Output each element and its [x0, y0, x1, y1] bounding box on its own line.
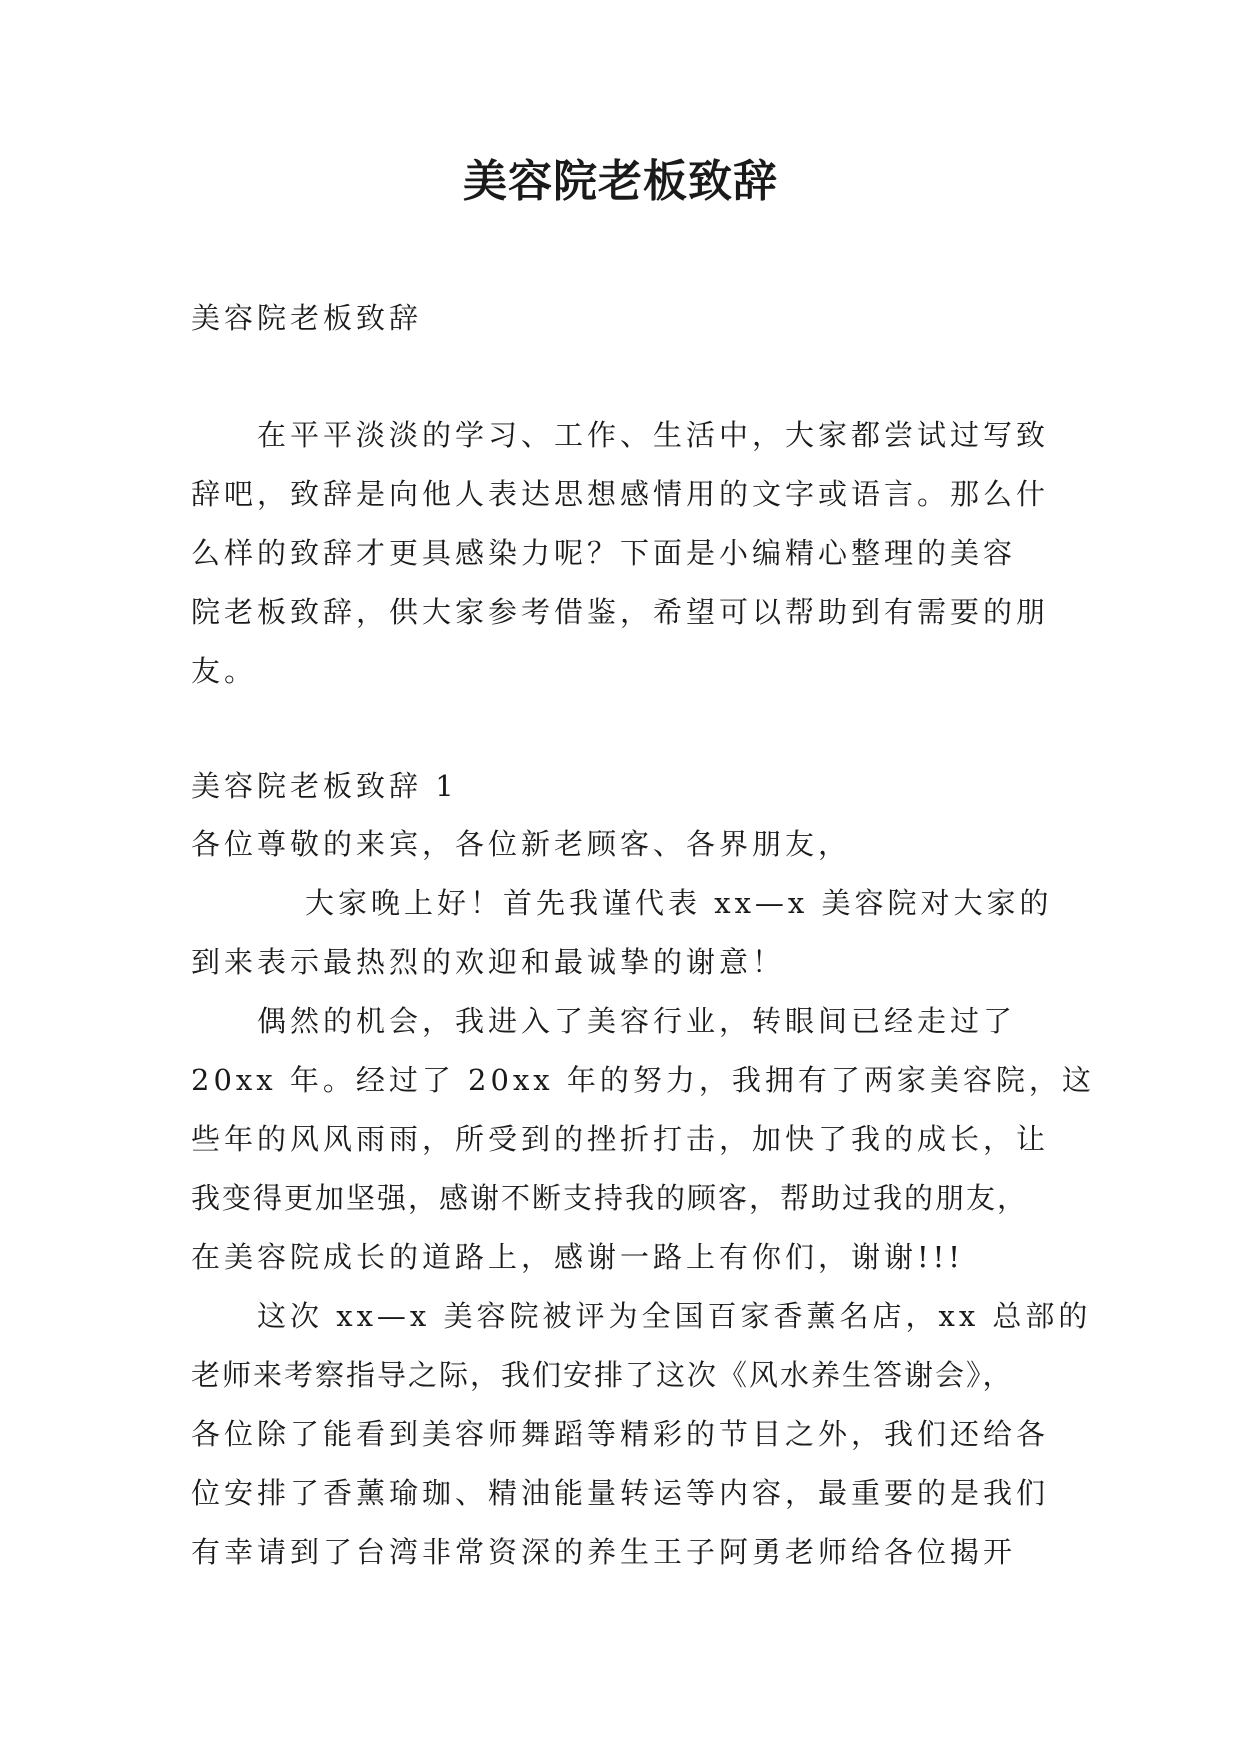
body-line: 老师来考察指导之际，我们安排了这次《风水养生答谢会》，	[191, 1358, 1014, 1392]
body-line: 偶然的机会，我进入了美容行业，转眼间已经走过了	[257, 1004, 1017, 1038]
body-line: 位安排了香薰瑜珈、精油能量转运等内容，最重要的是我们	[191, 1476, 1050, 1510]
body-line: 各位除了能看到美容师舞蹈等精彩的节目之外，我们还给各	[191, 1417, 1050, 1451]
intro-line: 院老板致辞，供大家参考借鉴，希望可以帮助到有需要的朋	[191, 595, 1050, 629]
section-heading: 美容院老板致辞 1	[191, 769, 458, 803]
intro-line: 辞吧，致辞是向他人表达思想感情用的文字或语言。那么什	[191, 477, 1050, 511]
intro-line: 友。	[191, 654, 258, 688]
body-line: 在美容院成长的道路上，感谢一路上有你们，谢谢!!!	[191, 1240, 964, 1274]
body-line: 大家晚上好！首先我谨代表 xx—x 美容院对大家的	[305, 886, 1053, 920]
body-line: 我变得更加坚强，感谢不断支持我的顾客，帮助过我的朋友，	[191, 1181, 1029, 1215]
body-line: 这次 xx—x 美容院被评为全国百家香薰名店，xx 总部的	[257, 1299, 1092, 1333]
intro-line: 在平平淡淡的学习、工作、生活中，大家都尝试过写致	[257, 418, 1050, 452]
intro-line: 么样的致辞才更具感染力呢？下面是小编精心整理的美容	[191, 536, 1017, 570]
subtitle: 美容院老板致辞	[191, 301, 423, 335]
body-line: 些年的风风雨雨，所受到的挫折打击，加快了我的成长，让	[191, 1122, 1050, 1156]
greeting-line: 各位尊敬的来宾，各位新老顾客、各界朋友，	[191, 827, 852, 861]
body-line: 有幸请到了台湾非常资深的养生王子阿勇老师给各位揭开	[191, 1535, 1017, 1569]
body-line: 20xx 年。经过了 20xx 年的努力，我拥有了两家美容院，这	[191, 1063, 1095, 1097]
body-line: 到来表示最热烈的欢迎和最诚挚的谢意！	[191, 945, 786, 979]
page-title: 美容院老板致辞	[463, 156, 778, 207]
